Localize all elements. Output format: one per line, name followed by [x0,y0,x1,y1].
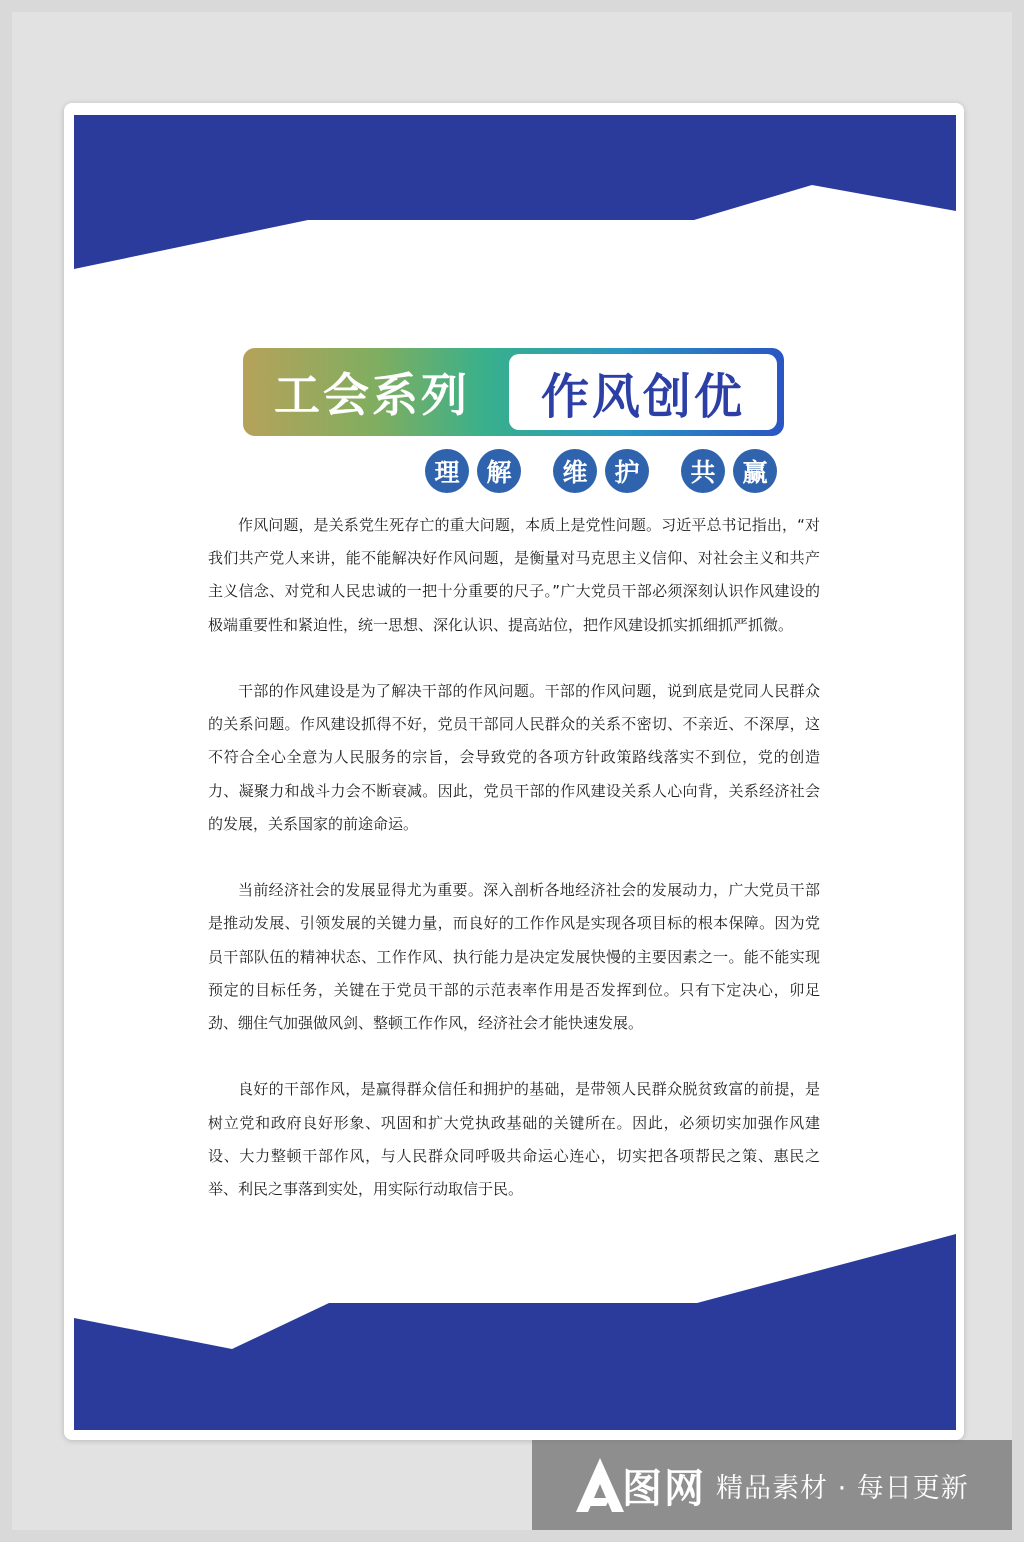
paragraph: 当前经济社会的发展显得尤为重要。深入剖析各地经济社会的发展动力，广大党员干部是推动发展、引领发展的关键力量，而良好的工作作风是实现各项目标的根本保障。因为党员干部队伍的精神状态、工作作风、执行能力是决定发展快慢的主要因素之一。能不能实现预定的目标任务，关键在于党员干部的示范表率作用是否发挥到位。只有下定决心，卯足劲、绷住气加强做风剑、整顿工作作风，经济社会才能快速发展。 [208,881,820,1033]
watermark-brand: 图网 [622,1465,706,1512]
poster [64,103,964,1440]
watermark [532,1440,1012,1530]
slogan-circle: 赢 [733,449,777,493]
slogan-circle: 维 [553,449,597,493]
bottom-blue-band [64,1223,964,1440]
paragraph: 作风问题，是关系党生死存亡的重大问题，本质上是党性问题。习近平总书记指出，“对我们共产党人来讲，能不能解决好作风问题，是衡量对马克思主义信仰、对社会主义和共产主义信念、对党和人民忠诚的一把十分重要的尺子。”广大党员干部必须深刻认识作风建设的极端重要性和紧迫性，统一思想、深化认识、提高站位，把作风建设抓实抓细抓严抓微。 [208,516,820,634]
title-left-text: 工会系列 [274,368,470,422]
slogan-circle: 护 [605,449,649,493]
top-blue-band [64,103,964,283]
slogan-circle: 理 [425,449,469,493]
title-right-text: 作风创优 [509,354,777,430]
paragraph: 干部的作风建设是为了解决干部的作风问题。干部的作风问题，说到底是党同人民群众的关系问题。作风建设抓得不好，党员干部同人民群众的关系不密切、不亲近、不深厚，这不符合全心全意为人民服务的宗旨，会导致党的各项方针政策路线落实不到位，党的创造力、凝聚力和战斗力会不断衰减。因此，党员干部的作风建设关系人心向背，关系经济社会的发展，关系国家的前途命运。 [208,682,820,833]
slogan-circle: 解 [477,449,521,493]
body-text [208,509,820,1239]
title-banner [243,348,784,436]
paragraph: 良好的干部作风，是赢得群众信任和拥护的基础，是带领人民群众脱贫致富的前提，是树立党和政府良好形象、巩固和扩大党执政基础的关键所在。因此，必须切实加强作风建设、大力整顿干部作风，与人民群众同呼吸共命运心连心，切实把各项帮民之策、惠民之举、利民之事落到实处，用实际行动取信于民。 [208,1080,820,1199]
slogan-circle: 共 [681,449,725,493]
watermark-tagline: 精品素材 · 每日更新 [716,1472,969,1504]
